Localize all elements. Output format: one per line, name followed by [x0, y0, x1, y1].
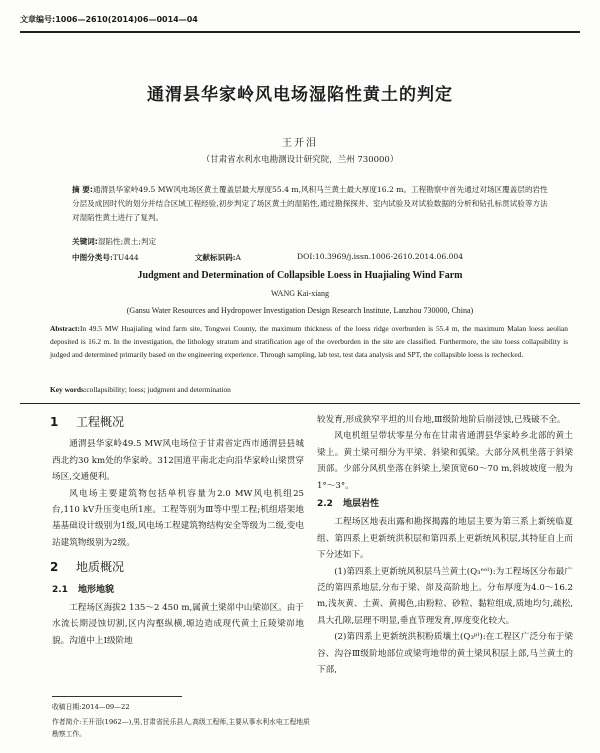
- section-2-2-heading: [317, 496, 573, 512]
- doi: DOI:10.3969/j.issn.1006-2610.2014.06.004: [297, 252, 464, 261]
- classification-line: [72, 252, 550, 263]
- abstract-cn-text: 通渭县华家岭49.5 MW风电场区黄土覆盖层最大厚度55.4 m,风积马兰黄土最大厚度16.2 m。工程勘察中首先通过对场区覆盖层的岩性分层及成因时代的划分并结合区域工程经验,初步判定了场区黄土的湿陷性,通过勘探探井、室内试验及对试验数据的分析和钻孔标贯试验等方法对湿陷性黄土进行了复判。: [72, 185, 548, 222]
- paragraph: (1)第四系上更新统风积层马兰黄土(Q₃ᵉᵒˡ):为工程场区分布最广泛的第四系地层,分布于梁、峁及高阶地上。分布厚度为4.0～16.2 m,浅灰黄、土黄、黄褐色,由粉粒、砂粒、黏粒组成,质地均匀,疏松,具大孔隙,层理不明显,垂直节理发育,厚度变化较大。: [317, 566, 573, 626]
- section-2-title: 地质概况: [76, 560, 125, 575]
- keywords-cn-label: 关键词:: [72, 237, 98, 246]
- abstract-cn-label: 摘 要:: [72, 185, 93, 194]
- affiliation-cn: （甘肃省水利水电勘测设计研究院，兰州 730000）: [201, 155, 399, 165]
- author-cn: 王开泪: [282, 138, 318, 149]
- footnote-rule: [52, 696, 182, 697]
- clc: [72, 252, 167, 263]
- abstract-en-text: In 49.5 MW Huajialing wind farm site, Tongwei County, the maximum thickness of the loess ridge overburden is 55.4 m, the maximum Malan loess aeolian deposited is 16.2 m. In the investigation, the lithology stratum and stratification age of the overburden in the site are classified. Furthermore, the site loess collapsibility is judged and determined primarily based on the engineering experience. Through sampling, lab test, test data analysis and SPT, the collapsible loess is rechecked.: [50, 324, 568, 360]
- title-en: Judgment and Determination of Collapsible Loess in Huajialing Wind Farm: [137, 270, 463, 281]
- paragraph: 风电场主要建筑物包括单机容量为2.0 MW风电机组25台,110 kV升压变电所1座。工程等别为Ⅲ等中型工程;机组塔架地基基础设计级别为1级,风电场工程建筑物结构安全等级为二级,变电站建筑物级别为2级。: [52, 488, 304, 548]
- article-number: 文章编号:1006—2610(2014)06—0014—04: [20, 15, 198, 24]
- paragraph: 通渭县华家岭49.5 MW风电场位于甘肃省定西市通渭县县城西北约30 km处的华家岭。312国道平南北走向沿华家岭山梁贯穿场区,交通便利。: [52, 439, 304, 483]
- left-column: [52, 412, 304, 649]
- section-2-2-number: 2.2: [317, 499, 333, 510]
- doc-code: [195, 252, 269, 263]
- footnote-author: 作者简介:王开泪(1962—),男,甘肃省民乐县人,高级工程师,主要从事水利水电工程地质勘察工作。: [52, 718, 310, 738]
- abstract-en: [50, 322, 568, 362]
- keywords-en-text: collapsibility; loess; judgment and determination: [86, 385, 231, 394]
- abstract-en-label: Abstract:: [50, 324, 80, 333]
- keywords-en-label: Key words:: [50, 385, 87, 394]
- section-2-1-title: 地形地貌: [78, 584, 115, 595]
- paragraph: 工程场区海拔2 135～2 450 m,属黄土梁峁中山梁峁区。由于水流长期浸蚀切割,区内沟壑纵横,塬边造成现代黄土丘陵梁峁地貌。沟道中上Ⅰ级阶地: [52, 603, 304, 646]
- section-1-number: 1: [50, 415, 59, 429]
- section-2-2-title: 地层岩性: [343, 499, 380, 510]
- clc-label: 中图分类号:: [72, 253, 113, 262]
- footnote-received: 收稿日期:2014—09—22: [52, 703, 130, 711]
- paragraph: (2)第四系上更新统洪积粉质壤土(Q₃ᵖˡ):在工程区广泛分布于梁谷、沟谷Ⅲ级阶地部位或梁弯地带的黄土梁风积层上部,马兰黄土的下部,: [317, 632, 573, 676]
- section-2-1-number: 2.1: [52, 584, 68, 595]
- section-1-title: 工程概况: [76, 415, 125, 429]
- header-rule: [20, 31, 580, 33]
- abstract-rule: [20, 403, 580, 404]
- section-2-1-heading: [52, 582, 304, 598]
- doc-code-value: A: [235, 253, 242, 262]
- paragraph: 风电机组呈带状零星分布在甘肃省通渭县华家岭乡北部的黄土梁上。黄土梁可细分为平梁、斜梁和弧梁。大部分风机坐落于斜梁顶部。少部分风机坐落在斜梁上,梁顶宽60～70 m,斜坡坡度一般为1°～3°。: [317, 431, 573, 491]
- section-2-number: 2: [50, 560, 59, 575]
- title-cn: 通渭县华家岭风电场湿陷性黄土的判定: [147, 85, 453, 105]
- abstract-cn: [72, 183, 550, 225]
- right-column: [317, 412, 573, 679]
- keywords-cn-text: 湿陷性;黄土;判定: [97, 237, 157, 246]
- paragraph: 较发育,形成狭窄平坦的川台地,Ⅲ级阶地阶后崩浸蚀,已残破不全。: [317, 415, 566, 425]
- doc-code-label: 文献标识码:: [194, 253, 236, 262]
- clc-value: TU444: [112, 253, 139, 262]
- paragraph: 工程场区地表出露和勘探揭露的地层主要为第三系上新统临夏组、第四系上更新统洪积层和第四系上更新统风积层,其特征自上而下分述如下。: [317, 517, 573, 561]
- author-en: WANG Kai-xiang: [271, 289, 329, 298]
- keywords-en: [50, 385, 568, 394]
- section-2-heading: [50, 559, 304, 575]
- section-1-heading: [50, 414, 304, 430]
- affiliation-en: (Gansu Water Resources and Hydropower Investigation Design Research Institute, Lanzhou 730000, China): [126, 306, 474, 315]
- keywords-cn: [72, 236, 156, 247]
